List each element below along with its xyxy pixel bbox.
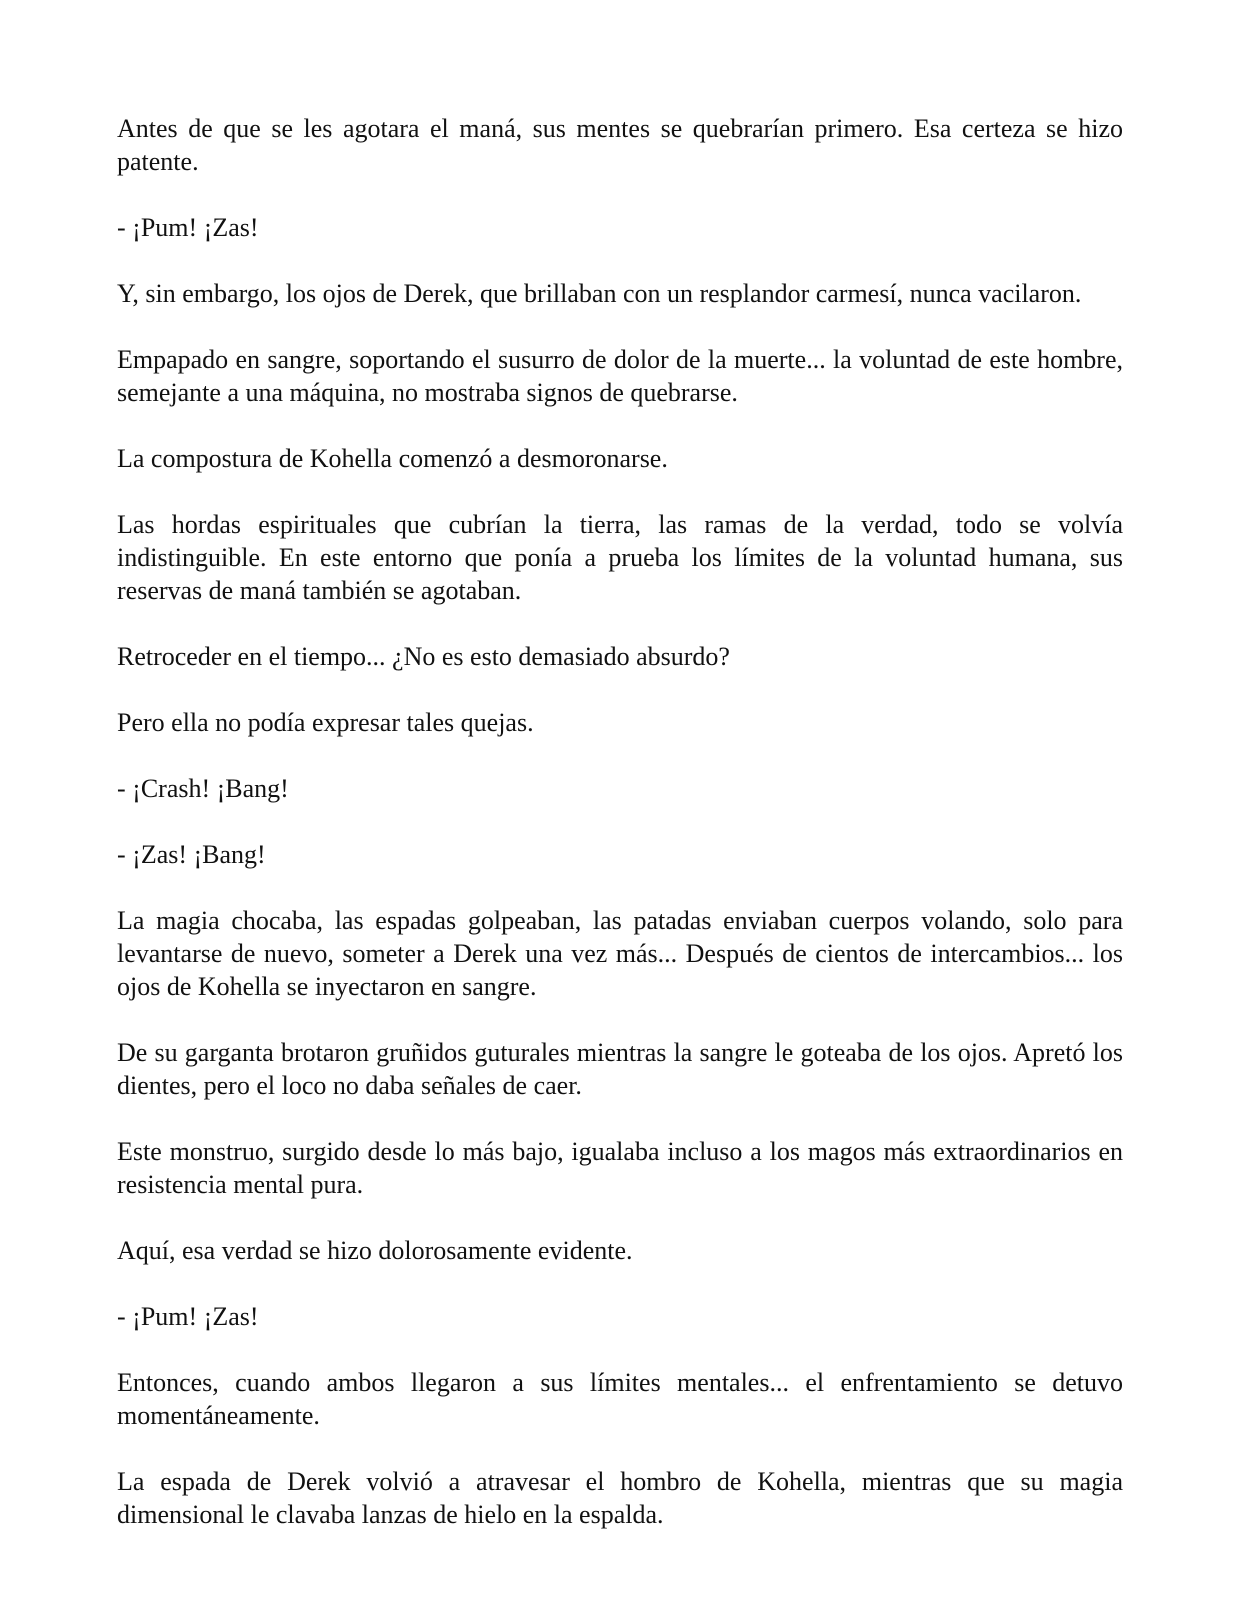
paragraph: Entonces, cuando ambos llegaron a sus límites mentales... el enfrentamiento se detuvo momentáneamente. <box>117 1368 1123 1430</box>
paragraph: Este monstruo, surgido desde lo más bajo, igualaba incluso a los magos más extraordinarios en resistencia mental pura. <box>117 1137 1123 1199</box>
paragraph: Antes de que se les agotara el maná, sus mentes se quebrarían primero. Esa certeza se hizo patente. <box>117 114 1123 176</box>
paragraph: Y, sin embargo, los ojos de Derek, que brillaban con un resplandor carmesí, nunca vacilaron. <box>117 279 1082 308</box>
sound-effect-line: - ¡Crash! ¡Bang! <box>117 774 289 803</box>
sound-effect-line: - ¡Pum! ¡Zas! <box>117 1302 259 1331</box>
paragraph: La espada de Derek volvió a atravesar el hombro de Kohella, mientras que su magia dimensional le clavaba lanzas de hielo en la espalda. <box>117 1467 1123 1529</box>
paragraph: La magia chocaba, las espadas golpeaban, las patadas enviaban cuerpos volando, solo para levantarse de nuevo, someter a Derek una vez más... Después de cientos de intercambios... los ojos de Kohella se inyectaron en sangre. <box>117 906 1123 1001</box>
paragraph: De su garganta brotaron gruñidos guturales mientras la sangre le goteaba de los ojos. Apretó los dientes, pero el loco no daba señales de caer. <box>117 1038 1123 1100</box>
paragraph: Empapado en sangre, soportando el susurro de dolor de la muerte... la voluntad de este hombre, semejante a una máquina, no mostraba signos de quebrarse. <box>117 345 1123 407</box>
paragraph: Retroceder en el tiempo... ¿No es esto demasiado absurdo? <box>117 642 730 671</box>
document-body <box>117 112 1123 1564</box>
sound-effect-line: - ¡Pum! ¡Zas! <box>117 213 259 242</box>
paragraph: La compostura de Kohella comenzó a desmoronarse. <box>117 444 668 473</box>
paragraph: Aquí, esa verdad se hizo dolorosamente evidente. <box>117 1236 633 1265</box>
paragraph: Pero ella no podía expresar tales quejas. <box>117 708 534 737</box>
sound-effect-line: - ¡Zas! ¡Bang! <box>117 840 266 869</box>
paragraph: Las hordas espirituales que cubrían la tierra, las ramas de la verdad, todo se volvía indistinguible. En este entorno que ponía a prueba los límites de la voluntad humana, sus reservas de maná también se agotaban. <box>117 510 1123 605</box>
